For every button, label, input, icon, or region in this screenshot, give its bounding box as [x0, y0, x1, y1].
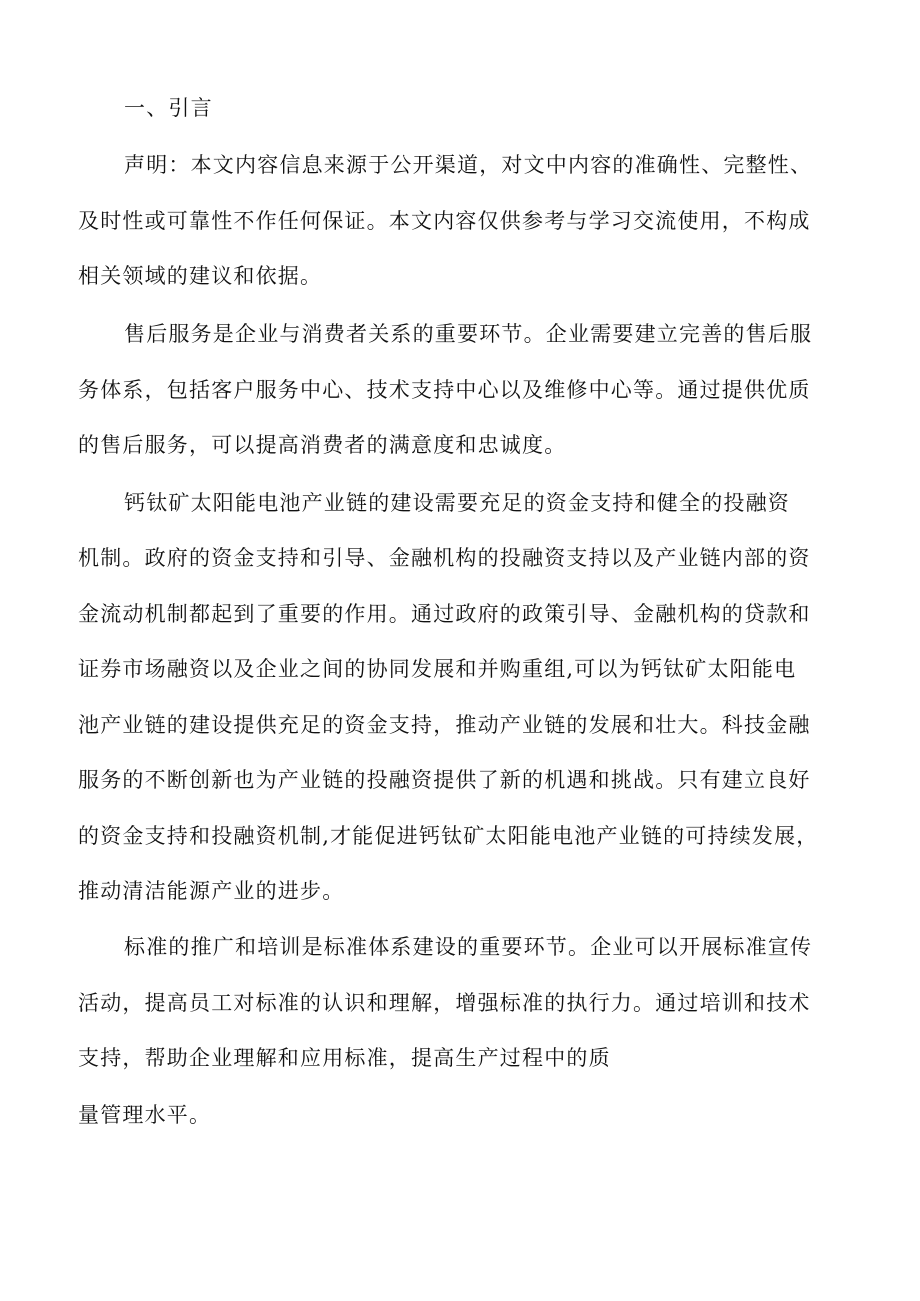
paragraph-line: 推动清洁能源产业的进步。: [78, 879, 345, 903]
paragraph-line: 活动，提高员工对标准的认识和理解，增强标准的执行力。通过培训和技术: [78, 991, 811, 1015]
paragraph-line: 钙钛矿太阳能电池产业链的建设需要充足的资金支持和健全的投融资: [124, 491, 790, 515]
paragraph-line: 池产业链的建设提供充足的资金支持，推动产业链的发展和壮大。科技金融: [78, 713, 811, 737]
paragraph-line: 标准的推广和培训是标准体系建设的重要环节。企业可以开展标准宣传: [124, 935, 813, 959]
paragraph-line: 售后服务是企业与消费者关系的重要环节。企业需要建立完善的售后服: [124, 322, 813, 346]
paragraph-line: 务体系，包括客户服务中心、技术支持中心以及维修中心等。通过提供优质: [78, 378, 811, 402]
disclaimer-line: 及时性或可靠性不作任何保证。本文内容仅供参考与学习交流使用，不构成: [78, 209, 811, 233]
disclaimer-line: 相关领域的建议和依据。: [78, 264, 323, 288]
section-heading: 一、引言: [124, 96, 213, 120]
paragraph-line: 的资金支持和投融资机制,才能促进钙钛矿太阳能电池产业链的可持续发展，: [78, 824, 819, 848]
paragraph-line: 证券市场融资以及企业之间的协同发展和并购重组,可以为钙钛矿太阳能电: [78, 657, 797, 681]
paragraph-line: 支持，帮助企业理解和应用标准，提高生产过程中的质: [78, 1046, 611, 1070]
paragraph-line: 金流动机制都起到了重要的作用。通过政府的政策引导、金融机构的贷款和: [78, 602, 811, 626]
disclaimer-line: 声明：本文内容信息来源于公开渠道，对文中内容的准确性、完整性、: [124, 153, 813, 177]
paragraph-line: 量管理水平。: [78, 1103, 212, 1127]
paragraph-line: 服务的不断创新也为产业链的投融资提供了新的机遇和挑战。只有建立良好: [78, 768, 811, 792]
paragraph-line: 机制。政府的资金支持和引导、金融机构的投融资支持以及产业链内部的资: [78, 546, 811, 570]
paragraph-line: 的售后服务，可以提高消费者的满意度和忠诚度。: [78, 433, 567, 457]
